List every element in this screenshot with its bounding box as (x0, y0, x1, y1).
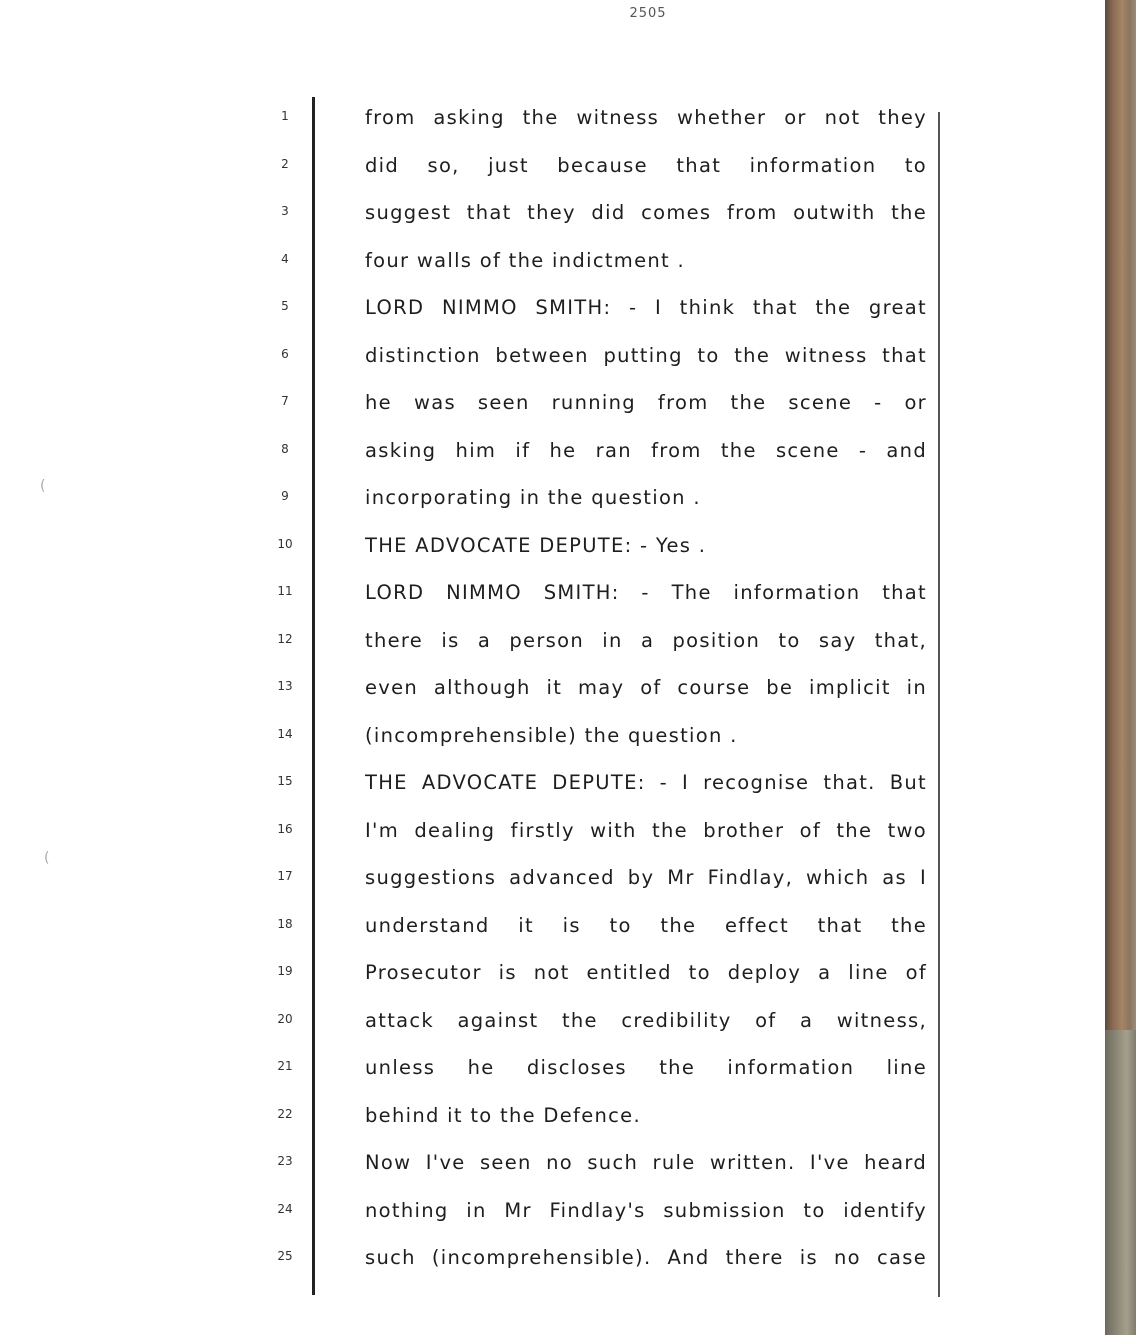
transcript-line (0, 1190, 1105, 1238)
line-text: from asking the witness whether or not they (365, 106, 927, 129)
line-text: four walls of the indictment . (365, 248, 685, 272)
margin-mark: ( (44, 850, 50, 866)
line-text: Now I've seen no such rule written. I've heard (365, 1151, 927, 1174)
line-text: suggest that they did comes from outwith the (365, 201, 927, 224)
transcript-line (0, 1000, 1105, 1048)
line-text: did so, just because that information to (365, 153, 927, 177)
line-text: he was seen running from the scene - or (365, 391, 927, 414)
line-text: unless he discloses the information line (365, 1056, 927, 1079)
line-number: 9 (281, 489, 289, 503)
transcript-line (0, 667, 1105, 715)
transcript-line (0, 715, 1105, 763)
transcript-line (0, 192, 1105, 240)
transcript-line (0, 335, 1105, 383)
transcript-line (0, 145, 1105, 193)
transcript-line (0, 952, 1105, 1000)
line-text: suggestions advanced by Mr Findlay, which as I (365, 866, 927, 889)
line-number: 18 (277, 916, 293, 931)
transcript-body (0, 97, 1105, 1285)
line-number: 6 (281, 346, 289, 361)
line-text: distinction between putting to the witness that (365, 343, 927, 367)
line-text: THE ADVOCATE DEPUTE: - Yes . (365, 533, 707, 557)
transcript-line (0, 1095, 1105, 1143)
line-number: 10 (277, 536, 293, 551)
page-number: 2505 (629, 6, 667, 21)
line-text: there is a person in a position to say that, (365, 628, 927, 652)
line-number: 24 (277, 1201, 293, 1216)
line-number: 11 (277, 584, 293, 598)
line-number: 23 (277, 1154, 293, 1168)
transcript-line (0, 905, 1105, 953)
transcript-line (0, 1237, 1105, 1285)
line-number: 19 (277, 964, 293, 978)
line-number: 1 (281, 109, 289, 123)
line-text: behind it to the Defence. (365, 1103, 641, 1127)
line-number: 14 (277, 726, 293, 741)
transcript-line (0, 240, 1105, 288)
line-text: LORD NIMMO SMITH: - The information that (365, 581, 927, 604)
transcript-line (0, 477, 1105, 525)
line-number: 8 (281, 441, 289, 456)
line-number: 25 (277, 1249, 293, 1263)
line-number: 22 (277, 1106, 293, 1121)
transcript-line (0, 525, 1105, 573)
transcript-line (0, 810, 1105, 858)
margin-mark: ( (40, 478, 46, 494)
line-text: nothing in Mr Findlay's submission to identify (365, 1198, 927, 1222)
line-text: asking him if he ran from the scene - and (365, 438, 927, 462)
line-number: 12 (277, 631, 293, 646)
line-number: 3 (281, 204, 289, 218)
line-text: understand it is to the effect that the (365, 913, 927, 937)
line-text: even although it may of course be implicit in (365, 676, 927, 699)
line-number: 17 (277, 869, 293, 883)
line-text: Prosecutor is not entitled to deploy a line of (365, 961, 927, 984)
line-text: incorporating in the question . (365, 486, 701, 509)
line-text: THE ADVOCATE DEPUTE: - I recognise that. But (365, 771, 927, 794)
line-text: I'm dealing firstly with the brother of the two (365, 818, 927, 842)
line-number: 15 (277, 774, 293, 788)
transcript-line (0, 620, 1105, 668)
transcript-line (0, 97, 1105, 145)
line-number: 20 (277, 1011, 293, 1026)
line-text: (incomprehensible) the question . (365, 723, 738, 747)
line-number: 4 (281, 251, 289, 266)
transcript-line (0, 287, 1105, 335)
transcript-line (0, 1047, 1105, 1095)
transcript-line (0, 430, 1105, 478)
line-number: 7 (281, 394, 289, 408)
line-text: attack against the credibility of a witness, (365, 1008, 927, 1032)
transcript-line (0, 857, 1105, 905)
line-text: such (incomprehensible). And there is no case (365, 1246, 927, 1269)
transcript-line (0, 762, 1105, 810)
transcript-line (0, 572, 1105, 620)
line-text: LORD NIMMO SMITH: - I think that the great (365, 296, 927, 319)
transcript-line (0, 382, 1105, 430)
line-number: 5 (281, 299, 289, 313)
line-number: 2 (281, 156, 289, 171)
transcript-line (0, 1142, 1105, 1190)
line-number: 21 (277, 1059, 293, 1073)
page-edge-shadow-lower (1105, 1030, 1136, 1335)
line-number: 16 (277, 821, 293, 836)
line-number: 13 (277, 679, 293, 693)
